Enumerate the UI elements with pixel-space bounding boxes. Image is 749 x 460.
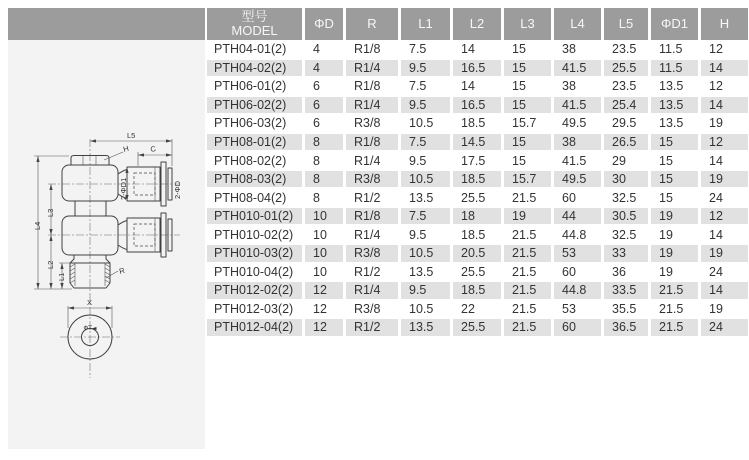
- table-cell: 19: [701, 170, 748, 189]
- table-cell: R3/8: [346, 170, 398, 189]
- table-cell: 21.5: [659, 301, 684, 316]
- table-cell: R1/2: [346, 318, 398, 337]
- column-header-R: R: [346, 8, 398, 40]
- leader-R: [106, 271, 118, 278]
- table-cell: 19: [701, 244, 748, 263]
- table-cell: 9.5: [401, 281, 450, 300]
- table-cell: 12: [305, 281, 343, 300]
- table-cell: 10.5: [409, 301, 434, 316]
- table-cell: 19: [651, 244, 698, 263]
- table-cell: 15: [504, 96, 551, 115]
- body-collar: [75, 201, 106, 216]
- dim-label-C: C: [149, 144, 157, 154]
- table-cell: 44.8: [554, 281, 601, 300]
- table-cell: R1/8: [354, 42, 381, 57]
- table-cell: 14: [701, 59, 748, 78]
- table-cell: 14: [461, 79, 475, 94]
- table-cell: 4: [313, 42, 320, 57]
- table-cell: PTH08-01(2): [207, 133, 302, 152]
- table-cell: PTH010-04(2): [214, 264, 294, 279]
- table-cell: R1/2: [354, 190, 381, 205]
- table-cell: 19: [504, 207, 551, 226]
- table-cell: 32.5: [612, 227, 637, 242]
- table-cell: R3/8: [346, 244, 398, 263]
- table-cell: 15.7: [504, 170, 551, 189]
- table-cell: 53: [562, 301, 576, 316]
- dim-label-R: R: [118, 265, 126, 276]
- table-cell: 6: [313, 79, 320, 94]
- dim-line-L5: [90, 139, 172, 166]
- table-cell: 18.5: [453, 170, 501, 189]
- drawing-panel-header: [8, 8, 205, 40]
- table-cell: 60: [562, 190, 576, 205]
- table-cell: PTH08-03(2): [207, 170, 302, 189]
- table-cell: 19: [651, 207, 698, 226]
- lower-body: [62, 216, 118, 255]
- table-cell: 7.5: [409, 42, 427, 57]
- table-cell: 15: [651, 170, 698, 189]
- dim-label-H: H: [122, 143, 130, 154]
- table-cell: PTH010-03(2): [207, 244, 302, 263]
- dim-label-X: X: [87, 298, 93, 307]
- dim-label-2-phiD1: 2-ΦD1: [119, 177, 128, 200]
- table-cell: PTH010-02(2): [214, 227, 294, 242]
- table-row: [207, 59, 748, 78]
- spec-table-header: [207, 8, 748, 40]
- table-cell: 15: [504, 59, 551, 78]
- table-cell: 13.5: [659, 116, 684, 131]
- table-cell: 7.5: [409, 79, 427, 94]
- table-cell: 11.5: [659, 42, 683, 57]
- table-cell: 25.5: [461, 264, 486, 279]
- table-cell: 9.5: [401, 96, 450, 115]
- table-cell: R1/8: [346, 207, 398, 226]
- table-cell: 10: [313, 227, 327, 242]
- table-cell: 9.5: [409, 153, 427, 168]
- column-header-model: [207, 8, 302, 40]
- table-cell: 10: [305, 207, 343, 226]
- table-row: [207, 77, 748, 96]
- table-cell: PTH08-04(2): [214, 190, 287, 205]
- table-cell: 21.5: [504, 318, 551, 337]
- table-cell: 24: [709, 264, 723, 279]
- table-row: [207, 133, 748, 152]
- table-cell: 18.5: [453, 281, 501, 300]
- table-cell: 19: [659, 264, 673, 279]
- table-cell: 16.5: [453, 59, 501, 78]
- table-cell: 21.5: [512, 227, 537, 242]
- table-cell: 16.5: [453, 96, 501, 115]
- table-row: [207, 300, 748, 319]
- table-cell: 10: [305, 244, 343, 263]
- table-cell: 21.5: [512, 264, 537, 279]
- table-cell: 29.5: [612, 116, 637, 131]
- table-cell: R1/4: [346, 59, 398, 78]
- table-cell: 15: [504, 133, 551, 152]
- table-cell: 30.5: [604, 207, 648, 226]
- table-cell: R1/4: [346, 281, 398, 300]
- engraving-marks: ΦT◄: [83, 325, 97, 332]
- table-cell: 44.8: [562, 227, 587, 242]
- table-row: [207, 207, 748, 226]
- table-cell: 15: [512, 153, 526, 168]
- table-cell: 6: [313, 116, 320, 131]
- table-cell: 10.5: [409, 116, 434, 131]
- table-cell: 38: [562, 42, 576, 57]
- table-cell: 21.5: [512, 190, 537, 205]
- table-cell: 12: [701, 133, 748, 152]
- table-cell: 36.5: [604, 318, 648, 337]
- table-cell: 12: [709, 42, 723, 57]
- drawing-panel: [8, 40, 205, 449]
- table-cell: 25.4: [604, 96, 648, 115]
- table-cell: PTH04-02(2): [207, 59, 302, 78]
- table-cell: R1/4: [354, 227, 381, 242]
- table-cell: 8: [313, 153, 320, 168]
- table-cell: 44: [554, 207, 601, 226]
- table-cell: 14: [709, 227, 723, 242]
- table-cell: R3/8: [354, 116, 381, 131]
- table-cell: 25.5: [604, 59, 648, 78]
- table-cell: PTH012-04(2): [207, 318, 302, 337]
- table-cell: 15: [659, 153, 673, 168]
- table-cell: 14: [701, 96, 748, 115]
- table-row: [207, 188, 748, 207]
- table-cell: 41.5: [554, 96, 601, 115]
- table-cell: 33: [604, 244, 648, 263]
- column-header-model-zh: 型号: [241, 9, 268, 24]
- table-cell: 20.5: [453, 244, 501, 263]
- table-cell: 23.5: [612, 42, 637, 57]
- dim-label-L3: L3: [46, 208, 55, 217]
- table-cell: 12: [305, 318, 343, 337]
- table-cell: 7.5: [401, 133, 450, 152]
- table-cell: 15: [512, 42, 526, 57]
- table-row: [207, 40, 748, 59]
- table-cell: 60: [562, 264, 576, 279]
- table-cell: 60: [554, 318, 601, 337]
- table-cell: 21.5: [504, 244, 551, 263]
- table-cell: 49.5: [562, 116, 587, 131]
- table-cell: 18.5: [461, 227, 486, 242]
- spec-table-body: [207, 40, 748, 337]
- table-cell: 8: [305, 170, 343, 189]
- dim-label-2-phiD: 2-ΦD: [173, 180, 182, 199]
- hex-facets: [83, 156, 96, 166]
- table-cell: 10: [313, 264, 327, 279]
- table-cell: 13.5: [409, 264, 434, 279]
- table-cell: 17.5: [461, 153, 486, 168]
- table-cell: PTH06-01(2): [214, 79, 287, 94]
- table-cell: PTH012-02(2): [207, 281, 302, 300]
- column-header-L3: L3: [504, 8, 551, 40]
- table-row: [207, 114, 748, 133]
- column-header-L5: L5: [604, 8, 648, 40]
- table-cell: R1/8: [354, 79, 381, 94]
- column-header-phiD: ΦD: [305, 8, 343, 40]
- table-cell: 9.5: [409, 227, 427, 242]
- dim-label-L5: L5: [127, 131, 136, 140]
- table-cell: 21.5: [651, 281, 698, 300]
- table-cell: 22: [461, 301, 475, 316]
- table-cell: 6: [305, 96, 343, 115]
- table-cell: 15: [659, 190, 673, 205]
- table-cell: 11.5: [651, 59, 698, 78]
- column-header-L4: L4: [554, 8, 601, 40]
- table-row: [207, 263, 748, 282]
- dim-label-L2: L2: [46, 260, 55, 269]
- dim-label-L4: L4: [33, 221, 42, 230]
- table-cell: 12: [313, 301, 327, 316]
- table-row: [207, 281, 748, 300]
- table-cell: PTH08-02(2): [214, 153, 287, 168]
- table-cell: 13.5: [409, 190, 434, 205]
- table-cell: R1/4: [346, 96, 398, 115]
- table-cell: PTH010-01(2): [207, 207, 302, 226]
- table-row: [207, 170, 748, 189]
- table-cell: 8: [305, 133, 343, 152]
- table-cell: 26.5: [604, 133, 648, 152]
- table-cell: 10.5: [401, 244, 450, 263]
- table-cell: 19: [659, 227, 673, 242]
- table-cell: 21.5: [512, 301, 537, 316]
- column-header-L1: L1: [401, 8, 450, 40]
- table-cell: 38: [554, 133, 601, 152]
- table-cell: R1/4: [354, 153, 381, 168]
- table-row: [207, 96, 748, 115]
- table-cell: 14: [709, 153, 723, 168]
- table-cell: 12: [709, 79, 723, 94]
- table-cell: 24: [701, 318, 748, 337]
- table-cell: 13.5: [401, 318, 450, 337]
- table-cell: PTH06-03(2): [214, 116, 287, 131]
- table-cell: PTH06-02(2): [207, 96, 302, 115]
- table-row: [207, 318, 748, 337]
- column-header-L2: L2: [453, 8, 501, 40]
- table-cell: 24: [709, 190, 723, 205]
- table-row: [207, 225, 748, 244]
- table-cell: 14: [701, 281, 748, 300]
- table-cell: R3/8: [354, 301, 381, 316]
- table-cell: 14: [461, 42, 475, 57]
- table-cell: R1/8: [346, 133, 398, 152]
- table-cell: 32.5: [612, 190, 637, 205]
- column-header-model-en: MODEL: [231, 23, 278, 38]
- table-cell: 10.5: [401, 170, 450, 189]
- dim-label-L1: L1: [57, 272, 66, 281]
- table-cell: 13.5: [651, 96, 698, 115]
- table-cell: 19: [709, 301, 723, 316]
- table-cell: PTH04-01(2): [214, 42, 287, 57]
- table-cell: 7.5: [401, 207, 450, 226]
- table-row: [207, 244, 748, 263]
- table-cell: 41.5: [562, 153, 587, 168]
- column-header-phiD1: ΦD1: [651, 8, 698, 40]
- table-row: [207, 151, 748, 170]
- table-cell: 29: [612, 153, 626, 168]
- table-cell: 25.5: [453, 318, 501, 337]
- column-header-H: H: [701, 8, 748, 40]
- table-cell: 21.5: [651, 318, 698, 337]
- table-cell: 18: [453, 207, 501, 226]
- table-cell: 18.5: [461, 116, 486, 131]
- table-cell: 25.5: [461, 190, 486, 205]
- table-cell: 12: [701, 207, 748, 226]
- table-cell: 41.5: [554, 59, 601, 78]
- spec-table: [207, 8, 748, 337]
- table-cell: 15.7: [512, 116, 537, 131]
- table-cell: 9.5: [401, 59, 450, 78]
- table-cell: R1/2: [354, 264, 381, 279]
- table-cell: 33.5: [604, 281, 648, 300]
- table-cell: 14.5: [453, 133, 501, 152]
- table-cell: 38: [562, 79, 576, 94]
- table-cell: 36: [612, 264, 626, 279]
- table-cell: 19: [709, 116, 723, 131]
- table-cell: 35.5: [612, 301, 637, 316]
- table-cell: 8: [313, 190, 320, 205]
- table-cell: 4: [305, 59, 343, 78]
- table-cell: 13.5: [659, 79, 684, 94]
- table-cell: 30: [604, 170, 648, 189]
- table-cell: 21.5: [504, 281, 551, 300]
- table-cell: 53: [554, 244, 601, 263]
- table-cell: 23.5: [612, 79, 637, 94]
- table-cell: 15: [512, 79, 526, 94]
- table-cell: 49.5: [554, 170, 601, 189]
- table-cell: 15: [651, 133, 698, 152]
- table-cell: PTH012-03(2): [214, 301, 294, 316]
- technical-drawing: [8, 40, 205, 449]
